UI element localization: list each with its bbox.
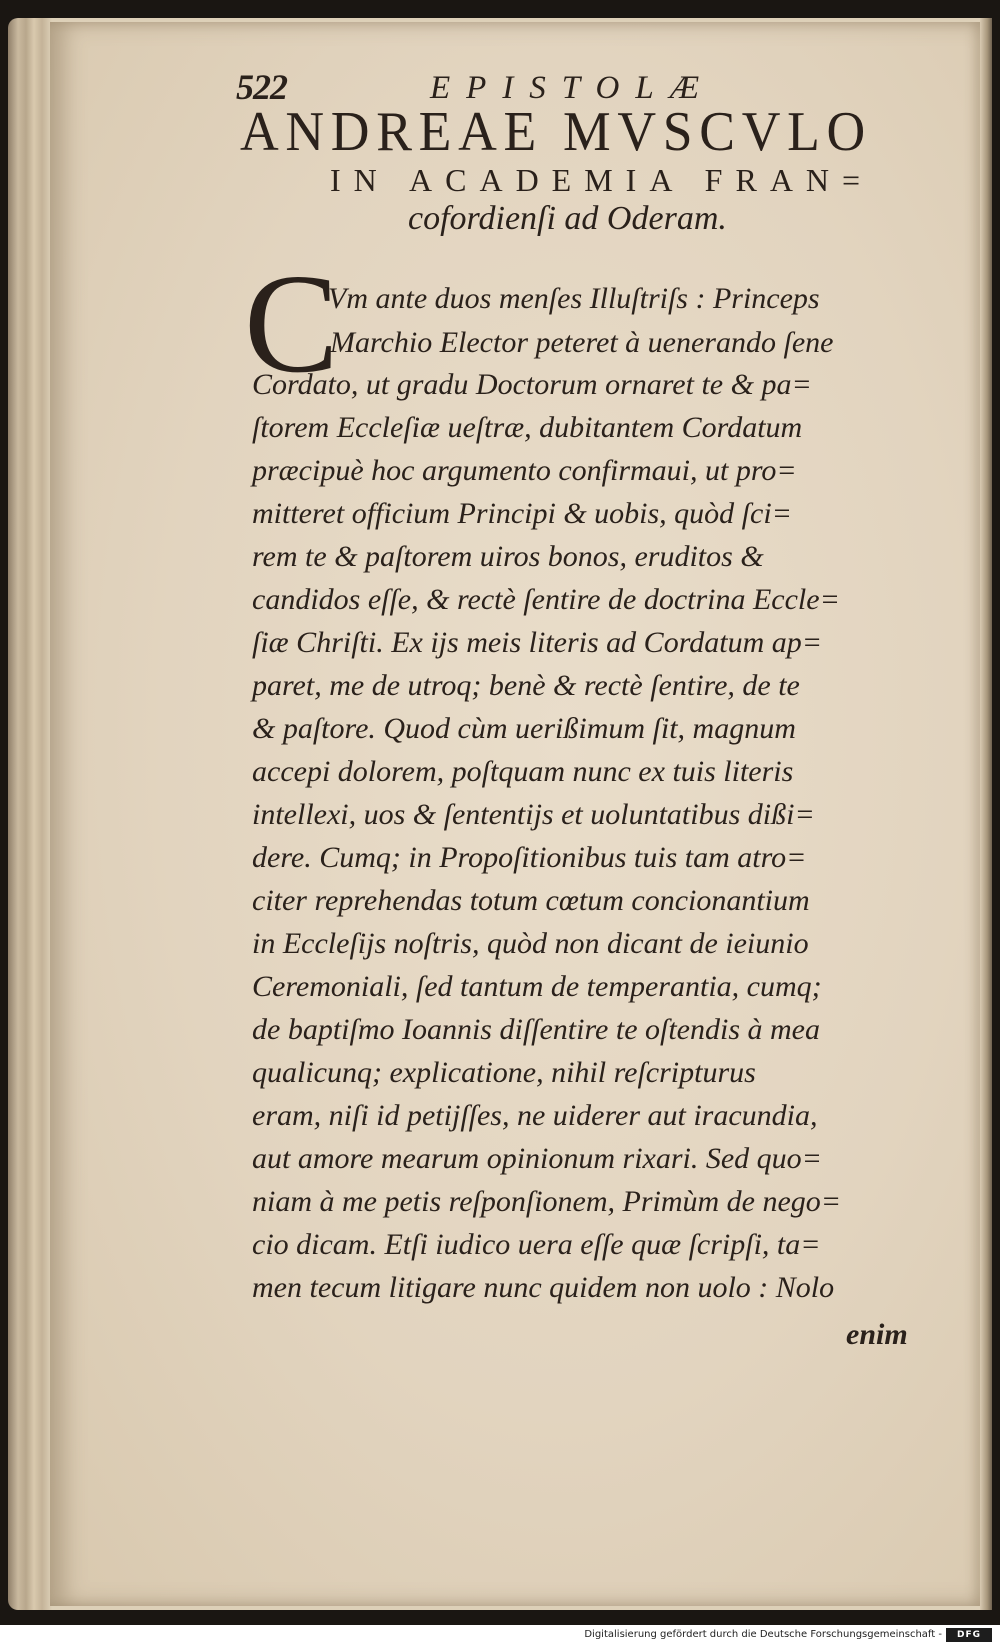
body-line: Vm ante duos menſes Illuſtriſs : Princeps [328, 282, 820, 315]
title-line-1: ANDREAE MVSCVLO [240, 101, 872, 163]
body-line: eram, niſi id petijſſes, ne uiderer aut iracundia, [252, 1099, 818, 1132]
body-line: qualicunq; explicatione, nihil reſcripturus [252, 1056, 756, 1089]
body-line: accepi dolorem, poſtquam nunc ex tuis literis [252, 755, 794, 788]
body-line: Ceremoniali, ſed tantum de temperantia, cumq; [252, 970, 822, 1003]
body-line: rem te & paſtorem uiros bonos, eruditos & [252, 540, 764, 573]
title-line-3: cofordienſi ad Oderam. [408, 200, 727, 237]
page-right-edge [980, 18, 992, 1610]
footer-credit: Digitalisierung gefördert durch die Deutsche Forschungsgemeinschaft - [584, 1629, 942, 1640]
footer-bar [0, 1625, 1000, 1646]
title-line-2: IN ACADEMIA FRAN= [330, 162, 874, 198]
running-head: EPISTOLÆ [430, 70, 716, 106]
body-line: citer reprehendas totum cœtum concionantium [252, 884, 810, 917]
dfg-logo: DFG [946, 1628, 992, 1642]
body-line: cio dicam. Etſi iudico uera eſſe quæ ſcripſi, ta= [252, 1228, 821, 1261]
body-line: ſiæ Chriſti. Ex ijs meis literis ad Cordatum ap= [252, 626, 822, 659]
body-line: intellexi, uos & ſententijs et uoluntatibus dißi= [252, 798, 815, 831]
body-line: in Eccleſijs noſtris, quòd non dicant de ieiunio [252, 927, 809, 960]
drop-cap: C [244, 244, 339, 402]
body-line: ſtorem Eccleſiæ ueſtræ, dubitantem Cordatum [252, 411, 803, 444]
page-number: 522 [236, 67, 287, 107]
body-line: mitteret officium Principi & uobis, quòd ſci= [252, 497, 792, 530]
body-line: præcipuè hoc argumento confirmaui, ut pro= [252, 454, 797, 487]
body-line: men tecum litigare nunc quidem non uolo : Nolo [252, 1271, 835, 1304]
catchword: enim [846, 1318, 908, 1351]
body-line: Cordato, ut gradu Doctorum ornaret te & pa= [252, 368, 812, 401]
body-line: paret, me de utroq; benè & rectè ſentire, de te [252, 669, 800, 702]
body-line: dere. Cumq; in Propoſitionibus tuis tam atro= [252, 841, 807, 874]
body-line: & paſtore. Quod cùm uerißimum ſit, magnum [252, 712, 796, 745]
body-line: Marchio Elector peteret à uenerando ſene [330, 326, 834, 359]
body-line: candidos eſſe, & rectè ſentire de doctrina Eccle= [252, 583, 840, 616]
body-line: niam à me petis reſponſionem, Primùm de nego= [252, 1185, 842, 1218]
body-line: aut amore mearum opinionum rixari. Sed quo= [252, 1142, 822, 1175]
body-line: de baptiſmo Ioannis diſſentire te oſtendis à mea [252, 1013, 820, 1046]
